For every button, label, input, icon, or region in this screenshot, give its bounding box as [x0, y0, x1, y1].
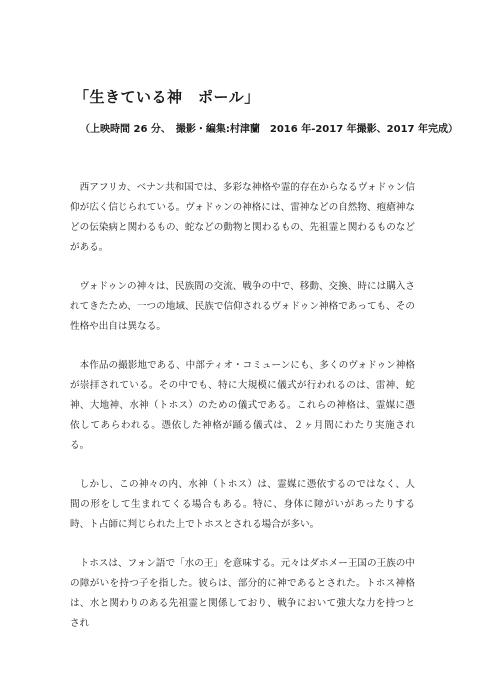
- document-title: 「生きている神 ポール」: [74, 88, 260, 106]
- paragraph: 西アフリカ、ベナン共和国では、多彩な神格や霊的存在からなるヴォドゥン信仰が広く信じられている。ヴォドゥンの神格には、雷神などの自然物、疱瘡神などの伝染病と関わるもの、蛇などの動物と関わるもの、先祖霊と関わるものなどがある。: [70, 182, 415, 253]
- document-subtitle: （上映時間 26 分、 撮影・編集:村津蘭 2016 年-2017 年撮影、2017 年完成）: [80, 124, 458, 135]
- document-body: [70, 178, 415, 653]
- paragraph: ヴォドゥンの神々は、民族間の交流、戦争の中で、移動、交換、時には購入されてきたため、一つの地域、民族で信仰されるヴォドゥン神格であっても、その性格や出自は異なる。: [70, 281, 415, 332]
- paragraph: 本作品の撮影地である、中部ティオ・コミューンにも、多くのヴォドゥン神格が崇拝されている。その中でも、特に大規模に儀式が行われるのは、雷神、蛇神、大地神、水神（トホス）のための儀式である。これらの神格は、霊媒に憑依してあらわれる。憑依した神格が踊る儀式は、２ヶ月間にわたり実施される。: [70, 360, 415, 451]
- paragraph: しかし、この神々の内、水神（トホス）は、霊媒に憑依するのではなく、人間の形をして生まれてくる場合もある。特に、身体に障がいがあったりする時、ト占師に判じられた上でトホスとされる場合が多い。: [70, 479, 415, 530]
- paragraph: トホスは、フォン語で「水の王」を意味する。元々はダホメー王国の王族の中の障がいを持つ子を指した。彼らは、部分的に神であるとされた。トホス神格は、水と関わりのある先祖霊と関係しており、戦争において強大な力を持つとされ: [70, 558, 415, 629]
